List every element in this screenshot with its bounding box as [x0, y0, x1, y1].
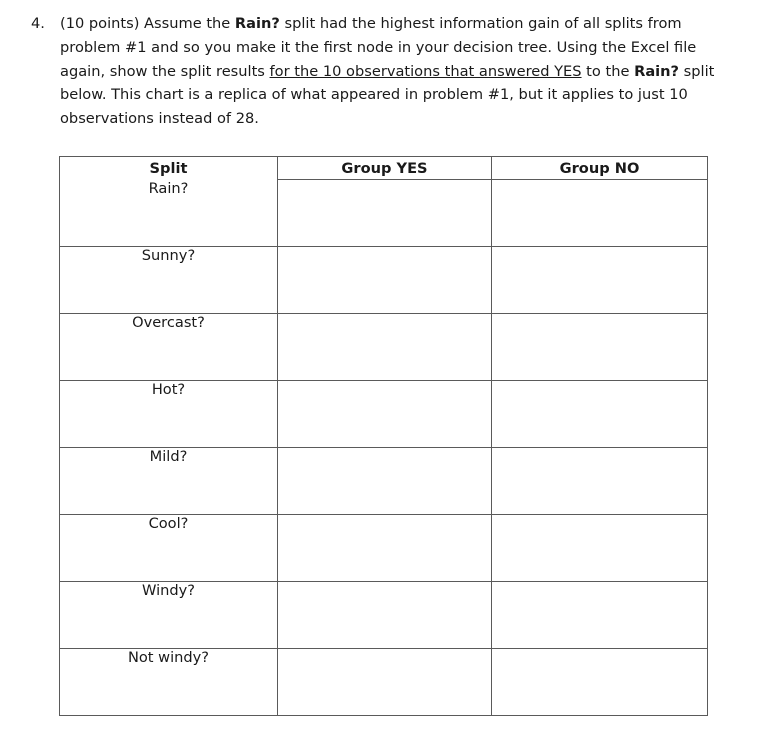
split-label: Cool? [60, 515, 278, 582]
group-yes-cell[interactable] [278, 448, 492, 515]
question-text [60, 12, 715, 131]
rain-term: Rain? [234, 15, 280, 32]
table-header-row [60, 157, 708, 180]
group-no-cell[interactable] [492, 247, 708, 314]
header-split: Split [60, 157, 278, 180]
group-yes-cell[interactable] [278, 314, 492, 381]
question-block [31, 12, 721, 131]
group-yes-cell[interactable] [278, 247, 492, 314]
group-no-cell[interactable] [492, 314, 708, 381]
group-no-cell[interactable] [492, 381, 708, 448]
table-row [60, 381, 708, 448]
split-label: Overcast? [60, 314, 278, 381]
split-label: Sunny? [60, 247, 278, 314]
group-yes-cell[interactable] [278, 180, 492, 247]
question-body: split had the highest information gain of all splits from problem #1 and so you make it the first node in your decision tree. Using the Excel file again, show the split results [60, 15, 697, 80]
split-results-table [59, 156, 708, 716]
table-row [60, 582, 708, 649]
table-row [60, 448, 708, 515]
header-group-yes: Group YES [278, 157, 492, 180]
group-yes-cell[interactable] [278, 381, 492, 448]
group-no-cell[interactable] [492, 515, 708, 582]
header-group-no: Group NO [492, 157, 708, 180]
table-row [60, 180, 708, 247]
table-row [60, 515, 708, 582]
group-no-cell[interactable] [492, 180, 708, 247]
question-ending: split below. This chart is a replica of what appeared in problem #1, but it applies to just 10 observations instead of 28. [60, 62, 715, 128]
split-label: Windy? [60, 582, 278, 649]
group-yes-cell[interactable] [278, 582, 492, 649]
group-no-cell[interactable] [492, 448, 708, 515]
underlined-instruction: for the 10 observations that answered YES [269, 62, 582, 80]
table-row [60, 314, 708, 381]
table-row [60, 247, 708, 314]
split-label: Rain? [60, 180, 278, 247]
group-yes-cell[interactable] [278, 515, 492, 582]
rain-term: Rain? [634, 62, 680, 80]
split-label: Not windy? [60, 649, 278, 716]
table-row [60, 649, 708, 716]
split-label: Hot? [60, 381, 278, 448]
group-no-cell[interactable] [492, 582, 708, 649]
question-number: 4. [31, 15, 45, 32]
question-intro: (10 points) Assume the [60, 15, 235, 32]
question-connector: to the [581, 62, 635, 80]
group-no-cell[interactable] [492, 649, 708, 716]
group-yes-cell[interactable] [278, 649, 492, 716]
split-label: Mild? [60, 448, 278, 515]
